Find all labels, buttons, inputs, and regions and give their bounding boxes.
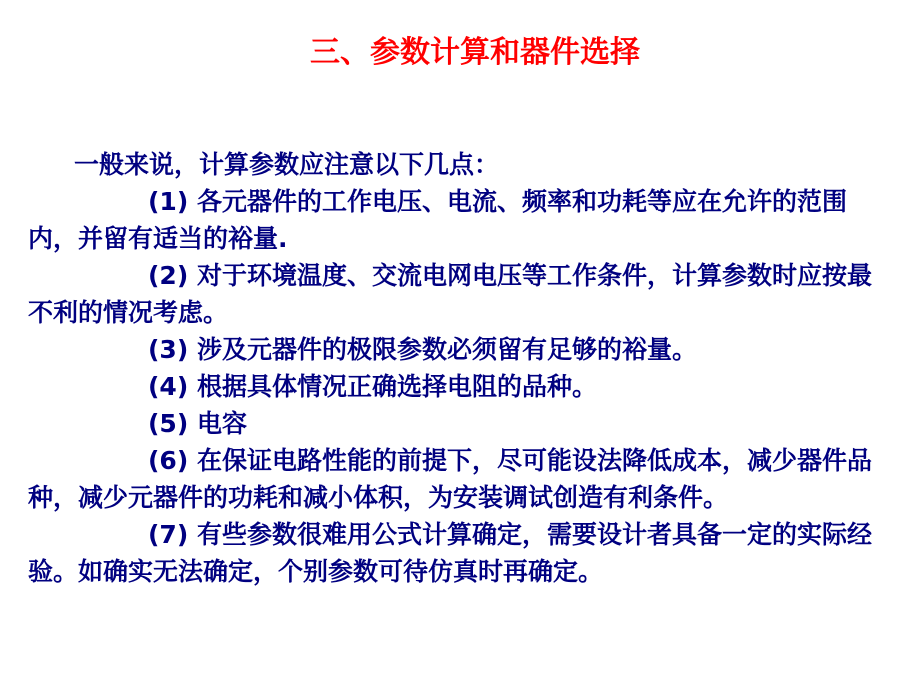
list-item-5: (5) 电容 [148, 409, 247, 438]
list-item-6: (6) 在保证电路性能的前提下，尽可能设法降低成本，减少器件品种，减少元器件的功耗和减小体积，为安装调试创造有利条件。 [28, 446, 872, 512]
list-item-4: (4) 根据具体情况正确选择电阻的品种。 [148, 372, 597, 401]
slide-title: 三、参数计算和器件选择 [310, 35, 640, 70]
intro-text: 一般来说，计算参数应注意以下几点： [74, 150, 500, 179]
slide-body [28, 146, 873, 590]
list-item-1: (1) 各元器件的工作电压、电流、频率和功耗等应在允许的范围内，并留有适当的裕量. [28, 187, 847, 253]
list-item-3: (3) 涉及元器件的极限参数必须留有足够的裕量。 [148, 335, 697, 364]
list-item-2: (2) 对于环境温度、交流电网电压等工作条件，计算参数时应按最不利的情况考虑。 [28, 261, 872, 327]
list-item-7: (7) 有些参数很难用公式计算确定，需要设计者具备一定的实际经验。如确实无法确定，个别参数可待仿真时再确定。 [28, 520, 872, 586]
